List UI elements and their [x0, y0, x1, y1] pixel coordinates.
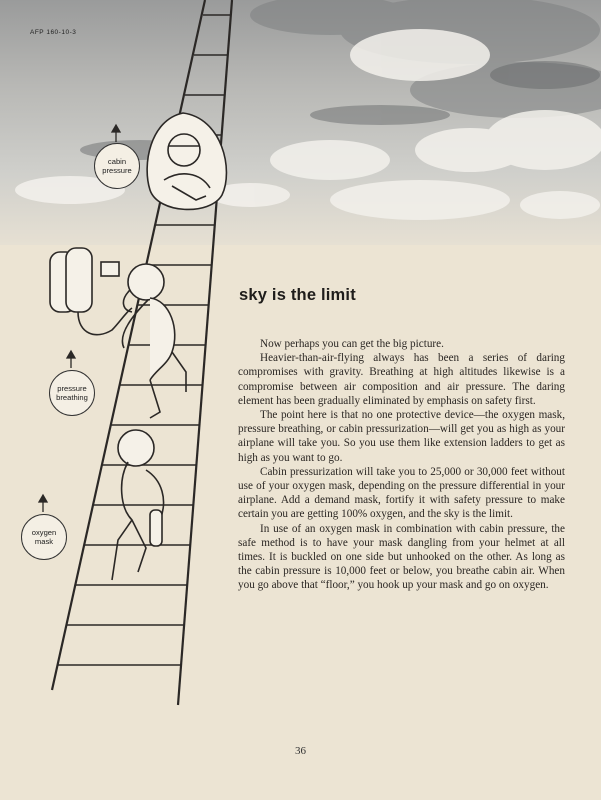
body-text [238, 337, 565, 593]
page-number: 36 [295, 745, 306, 757]
paragraph: Now perhaps you can get the big picture. [260, 338, 444, 350]
oxygen-mask-label: oxygen mask [21, 514, 67, 560]
paragraph: Heavier-than-air-flying always has been a series of daring compromises with gravity. Breathing at high altitudes likewise is a compromise between air composition and air pressure. The daring element has been gradually eliminated by emphasis on safety first. [238, 352, 565, 407]
section-heading: sky is the limit [239, 286, 356, 304]
paragraph: The point here is that no one protective device—the oxygen mask, pressure breathing, or cabin pressurization—will get you as high as your airplane will take you. So you use them like extension ladders to get as high as you want to go. [238, 409, 565, 464]
paragraph: Cabin pressurization will take you to 25,000 or 30,000 feet without use of your oxygen mask, depending on the pressure differential in your airplane. Add a demand mask, fortify it with safety pressure to make certain you are getting 100% oxygen, and the sky is the limit. [238, 465, 565, 521]
pressure-breathing-label: pressure breathing [49, 370, 95, 416]
cabin-pressure-label: cabin pressure [94, 143, 140, 189]
cabin-pressure-figure [147, 113, 226, 209]
document-code: AFP 160-10-3 [30, 29, 77, 36]
paragraph: In use of an oxygen mask in combination with cabin pressure, the safe method is to have your mask dangling from your helmet at all times. It is buckled on one side but unhooked on the other. As long as the cabin pressure is 10,000 feet or below, you breathe cabin air. When you go above that “floor,” you hook up your mask and go on oxygen. [238, 522, 565, 592]
ladder-right-rail [178, 0, 232, 705]
